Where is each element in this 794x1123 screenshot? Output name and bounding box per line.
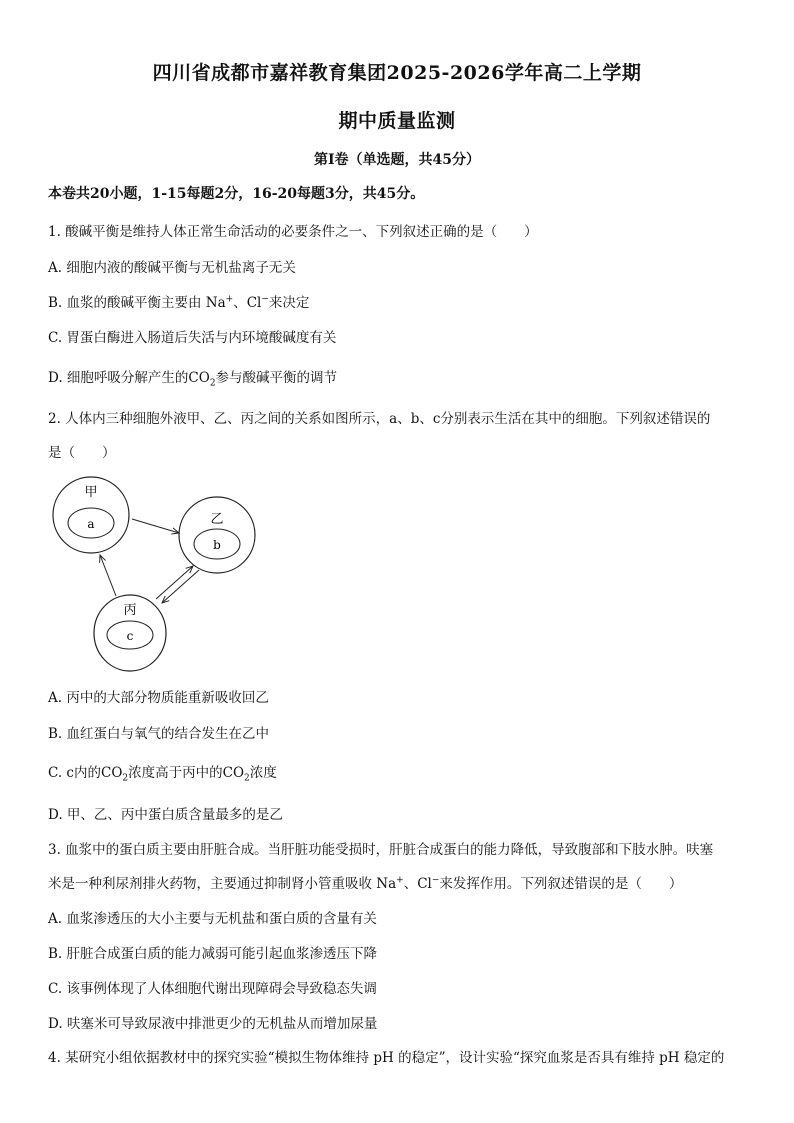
q4-stem-line1: 4. 某研究小组依据教材中的探究实验“模拟生物体维持 pH 的稳定”，设计实验“探究血浆是否具有维持 pH 稳定的	[48, 1050, 725, 1066]
q1-option-b	[48, 291, 309, 311]
q1-option-b-sup2: −	[261, 294, 269, 305]
q2-option-c-sub1: 2	[122, 773, 129, 784]
arrow-bing-to-yi	[156, 566, 193, 599]
document-title-line2: 期中质量监测	[338, 110, 456, 132]
q1-option-b-text3: 来决定	[268, 295, 310, 311]
q2-option-a: A. 丙中的大部分物质能重新吸收回乙	[48, 690, 269, 706]
q2-option-b: B. 血红蛋白与氧气的结合发生在乙中	[48, 726, 270, 742]
q2-option-d: D. 甲、乙、丙中蛋白质含量最多的是乙	[48, 807, 283, 823]
label-b: b	[213, 538, 221, 552]
q1-option-b-sup1: +	[225, 294, 234, 305]
q2-option-c-sub2: 2	[244, 773, 250, 784]
q3-stem-line2	[48, 872, 682, 892]
q2-option-c	[48, 761, 277, 784]
q3-stem-line2-text1: 米是一种利尿剂排火药物，主要通过抑制肾小管重吸收 Na	[48, 876, 397, 892]
q3-option-d: D. 呋塞米可导致尿液中排泄更少的无机盐从而增加尿量	[48, 1016, 378, 1032]
label-a: a	[87, 517, 95, 531]
q2-option-c-text1: C. c内的CO	[48, 765, 123, 781]
q1-option-d-text2: 参与酸碱平衡的调节	[215, 370, 338, 386]
label-bing: 丙	[123, 603, 137, 618]
yi-outer-circle	[179, 497, 255, 573]
arrow-yi-to-bing	[162, 570, 199, 603]
q3-stem-line2-sup1: +	[396, 875, 404, 886]
q2-stem-line2: 是（ ）	[48, 445, 116, 461]
q1-stem: 1. 酸碱平衡是维持人体正常生命活动的必要条件之一、下列叙述正确的是（ ）	[48, 224, 538, 240]
label-jia: 甲	[84, 485, 98, 500]
q1-option-b-text1: B. 血浆的酸碱平衡主要由 Na	[48, 295, 226, 311]
q1-option-a: A. 细胞内液的酸碱平衡与无机盐离子无关	[48, 260, 296, 276]
arrow-bing-to-jia	[100, 555, 116, 596]
q1-option-d-text1: D. 细胞呼吸分解产生的CO	[48, 370, 210, 386]
q1-option-c: C. 胃蛋白酶进入肠道后失活与内环境酸碱度有关	[48, 330, 337, 346]
q3-stem-line2-text2: 、Cl	[403, 876, 432, 892]
q3-option-a: A. 血浆渗透压的大小主要与无机盐和蛋白质的含量有关	[48, 911, 377, 927]
q3-option-c: C. 该事例体现了人体细胞代谢出现障碍会导致稳态失调	[48, 981, 377, 997]
body-fluid-diagram	[48, 475, 268, 685]
q1-option-d	[48, 366, 337, 389]
q3-stem-line2-text3: 来发挥作用。下列叙述错误的是（ ）	[439, 876, 683, 892]
q2-option-c-text3: 浓度	[249, 765, 277, 781]
section-intro: 本卷共20小题，1-15每题2分，16-20每题3分，共45分。	[48, 186, 425, 202]
q3-stem-line1: 3. 血浆中的蛋白质主要由肝脏合成。当肝脏功能受损时，肝脏合成蛋白的能力降低，导致腹部和下肢水肿。呋塞	[48, 842, 714, 858]
q2-stem-line1: 2. 人体内三种细胞外液甲、乙、丙之间的关系如图所示，a、b、c分别表示生活在其中的细胞。下列叙述错误的	[48, 411, 711, 427]
q3-stem-line2-sup2: −	[431, 875, 440, 886]
q1-option-b-text2: 、Cl	[233, 295, 262, 311]
q2-option-c-text2: 浓度高于丙中的CO	[128, 765, 245, 781]
label-yi: 乙	[210, 512, 224, 527]
q3-option-b: B. 肝脏合成蛋白质的能力减弱可能引起血浆渗透压下降	[48, 946, 378, 962]
label-c: c	[126, 629, 134, 643]
arrow-jia-to-yi	[132, 519, 179, 533]
q1-option-d-sub: 2	[209, 378, 216, 389]
document-title-line1: 四川省成都市嘉祥教育集团2025-2026学年高二上学期	[152, 62, 642, 84]
section-heading: 第Ⅰ卷（单选题，共45分）	[313, 152, 481, 168]
